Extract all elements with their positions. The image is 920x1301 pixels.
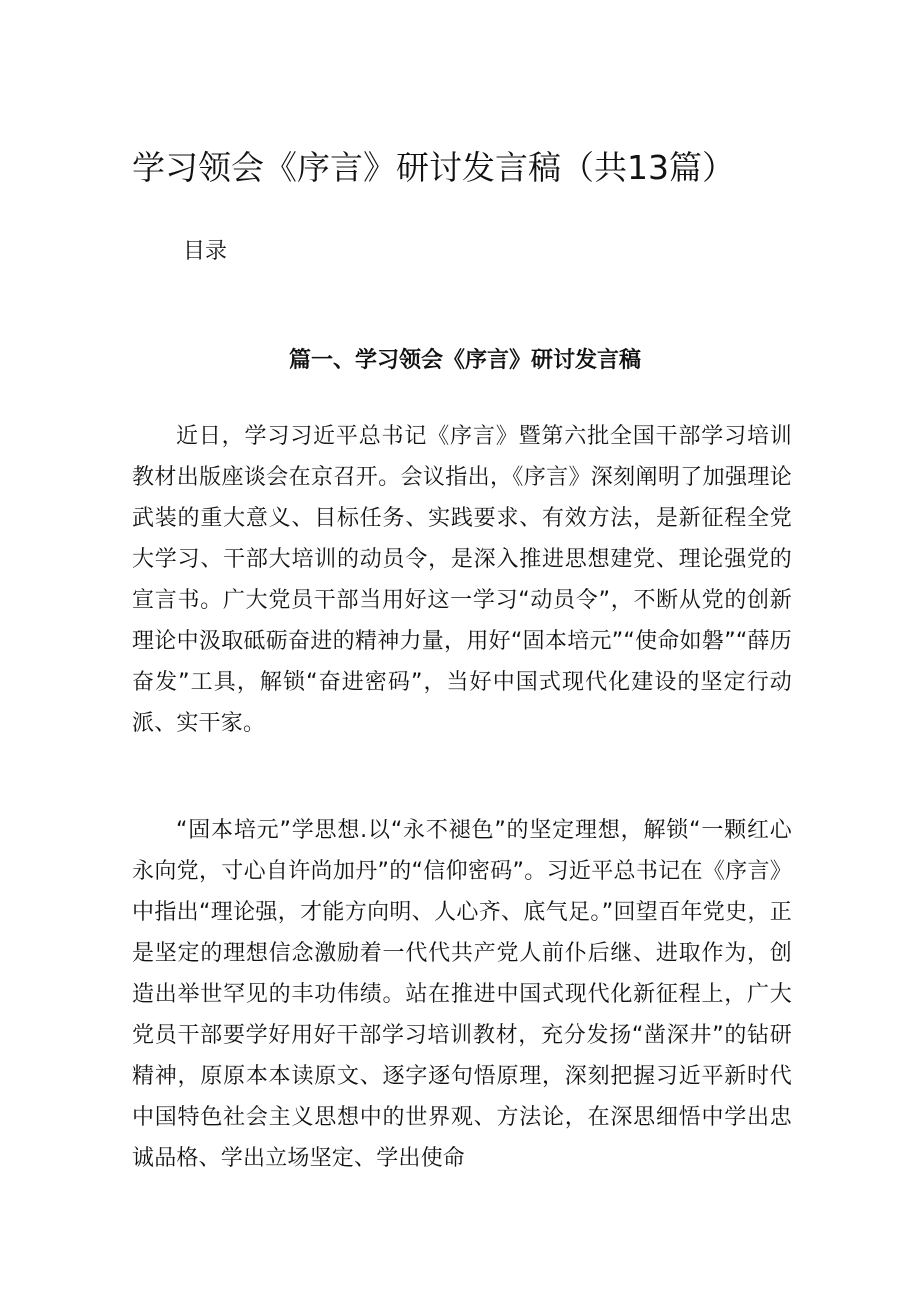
document-title: 学习领会《序言》研讨发言稿（共13篇） [132,148,735,187]
body-paragraph-1: 近日，学习习近平总书记《序言》暨第六批全国干部学习培训教材出版座谈会在京召开。会议指出，《序言》深刻阐明了加强理论武装的重大意义、目标任务、实践要求、有效方法，是新征程全党大学习、干部大培训的动员令，是深入推进思想建党、理论强党的宣言书。广大党员干部当用好这一学习“动员令”，不断从党的创新理论中汲取砥砺奋进的精神力量，用好“固本培元”“使命如磐”“薛历奋发”工具，解锁“奋进密码”，当好中国式现代化建设的坚定行动派、实干家。 [132,424,792,736]
table-of-contents-label: 目录 [183,239,228,264]
section-heading: 篇一、学习领会《序言》研讨发言稿 [288,348,641,373]
body-paragraph-2: “固本培元”学思想.以“永不褪色”的坚定理想，解锁“一颗红心永向党，寸心自许尚加丹”的“信仰密码”。习近平总书记在《序言》中指出“理论强，才能方向明、人心齐、底气足。”回望百年党史，正是坚定的理想信念激励着一代代共产党人前仆后继、进取作为，创造出举世罕见的丰功伟绩。站在推进中国式现代化新征程上，广大党员干部要学好用好干部学习培训教材，充分发扬“凿深井”的钻研精神，原原本本读原文、逐字逐句悟原理，深刻把握习近平新时代中国特色社会主义思想中的世界观、方法论，在深思细悟中学出忠诚品格、学出立场坚定、学出使命 [132,818,792,1171]
